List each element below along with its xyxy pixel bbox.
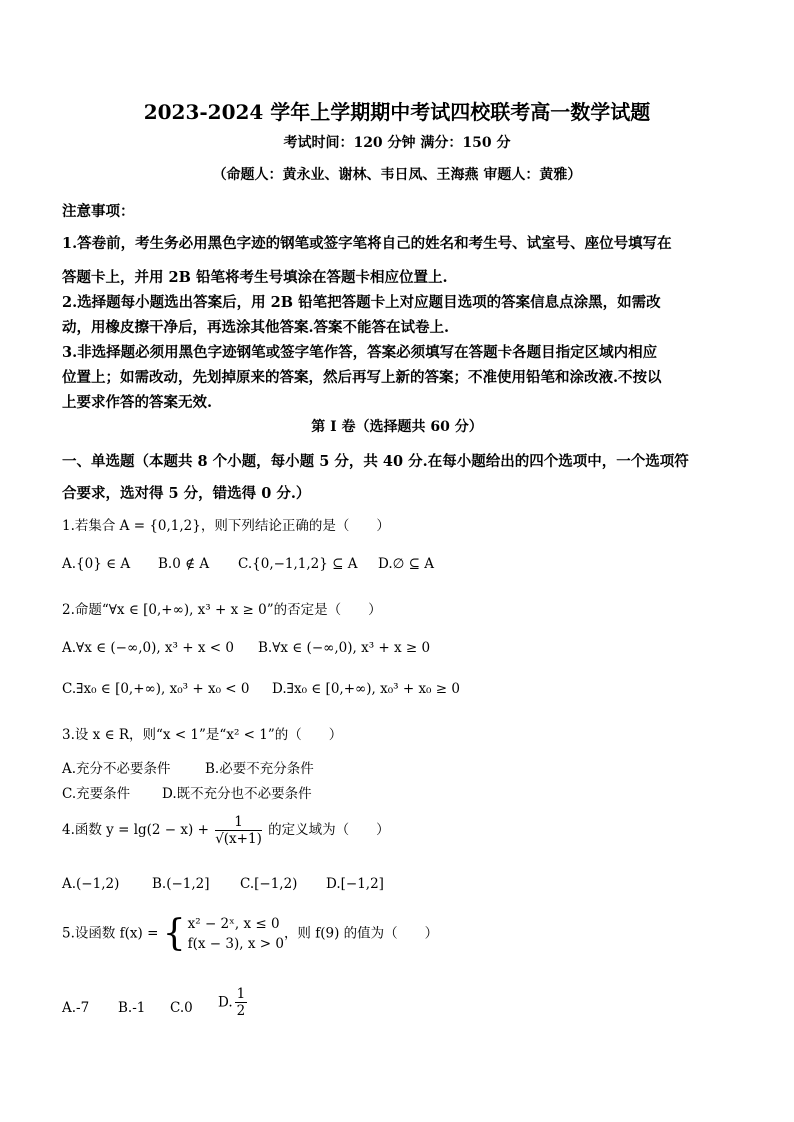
question-5-option-d-denominator: 2 xyxy=(236,1003,246,1019)
question-5-stem-suffix: ，则 f(9) 的值为（ ） xyxy=(283,925,439,942)
question-3-option-a: A.充分不必要条件 xyxy=(62,761,171,777)
question-1-stem: 1.若集合 A = {0,1,2}，则下列结论正确的是（ ） xyxy=(62,518,390,534)
question-4-fraction-numerator: 1 xyxy=(215,814,262,831)
question-2-option-b: B.∀x ∈ (−∞,0), x³ + x ≥ 0 xyxy=(258,640,431,656)
question-5-stem xyxy=(62,914,438,954)
question-2-option-a: A.∀x ∈ (−∞,0), x³ + x < 0 xyxy=(62,640,234,656)
question-1-option-b: B.0 ∉ A xyxy=(158,556,210,572)
question-4-stem xyxy=(62,814,390,847)
notice-item-3-line-2: 位置上；如需改动，先划掉原来的答案，然后再写上新的答案；不准使用铅笔和涂改液.不按以 xyxy=(62,369,662,386)
part1-instructions-line-2: 合要求，选对得 5 分，错选得 0 分.） xyxy=(62,485,311,502)
notice-item-1-line-1: 1.答卷前，考生务必用黑色字迹的钢笔或签字笔将自己的姓名和考生号、试室号、座位号填写在 xyxy=(62,235,672,252)
part1-instructions-line-1: 一、单选题（本题共 8 个小题，每小题 5 分，共 40 分.在每小题给出的四个选项中，一个选项符 xyxy=(62,453,689,470)
question-5-cases xyxy=(188,914,284,954)
question-5-option-a: A.-7 xyxy=(62,1000,90,1016)
question-5-option-c: C.0 xyxy=(170,1000,193,1016)
question-4-option-a: A.(−1,2) xyxy=(62,876,120,892)
notice-item-2-line-2: 动，用橡皮擦干净后，再选涂其他答案.答案不能答在试卷上. xyxy=(62,319,450,336)
question-3-option-c: C.充要条件 xyxy=(62,786,131,802)
question-4-option-d: D.[−1,2] xyxy=(326,876,384,892)
question-2-option-d: D.∃x₀ ∈ [0,+∞), x₀³ + x₀ ≥ 0 xyxy=(272,681,460,697)
notice-item-3-line-3: 上要求作答的答案无效. xyxy=(62,394,213,411)
question-1-option-d: D.∅ ⊆ A xyxy=(378,556,435,572)
notice-item-1-line-2: 答题卡上，并用 2B 铅笔将考生号填涂在答题卡相应位置上. xyxy=(62,269,448,286)
question-4-stem-suffix: 的定义域为（ ） xyxy=(263,822,390,838)
question-4-fraction-denominator: √(x+1) xyxy=(215,831,262,847)
question-5-case-2: f(x − 3), x > 0 xyxy=(187,936,284,952)
question-2-option-c: C.∃x₀ ∈ [0,+∞), x₀³ + x₀ < 0 xyxy=(62,681,250,697)
question-5-option-b: B.-1 xyxy=(118,1000,146,1016)
question-2-stem: 2.命题“∀x ∈ [0,+∞), x³ + x ≥ 0”的否定是（ ） xyxy=(62,602,382,618)
question-3-stem: 3.设 x ∈ R，则“x < 1”是“x² < 1”的（ ） xyxy=(62,727,343,743)
question-5-stem-prefix: 5.设函数 f(x) = xyxy=(62,925,163,942)
question-1-option-c: C.{0,−1,1,2} ⊆ A xyxy=(238,556,358,572)
question-4-option-c: C.[−1,2) xyxy=(240,876,298,892)
exam-authors: （命题人：黄永业、谢林、韦日凤、王海燕 审题人：黄雅） xyxy=(212,167,582,183)
question-5-option-d-prefix: D. xyxy=(218,994,233,1011)
exam-time-info: 考试时间：120 分钟 满分：150 分 xyxy=(283,135,511,151)
notice-heading: 注意事项： xyxy=(62,203,135,220)
page-title: 2023-2024 学年上学期期中考试四校联考高一数学试题 xyxy=(143,100,651,124)
question-5-option-d-numerator: 1 xyxy=(236,986,246,1002)
question-3-option-d: D.既不充分也不必要条件 xyxy=(162,786,312,802)
question-4-fraction xyxy=(215,814,262,847)
question-3-option-b: B.必要不充分条件 xyxy=(205,761,314,777)
question-4-stem-prefix: 4.函数 y = lg(2 − x) + xyxy=(62,822,214,838)
notice-item-2-line-1: 2.选择题每小题选出答案后，用 2B 铅笔把答题卡上对应题目选项的答案信息点涂黑，如需改 xyxy=(62,294,661,311)
question-4-option-b: B.(−1,2] xyxy=(152,876,210,892)
question-5-option-d xyxy=(218,986,249,1019)
volume-title: 第 I 卷（选择题共 60 分） xyxy=(311,419,483,435)
question-5-case-1: x² − 2ˣ, x ≤ 0 xyxy=(187,916,280,932)
notice-item-3-line-1: 3.非选择题必须用黑色字迹钢笔或签字笔作答，答案必须填写在答题卡各题目指定区域内相应 xyxy=(62,344,658,361)
question-1-option-a: A.{0} ∈ A xyxy=(62,556,131,572)
piecewise-brace: { xyxy=(162,913,186,954)
question-5-option-d-fraction xyxy=(235,986,248,1019)
